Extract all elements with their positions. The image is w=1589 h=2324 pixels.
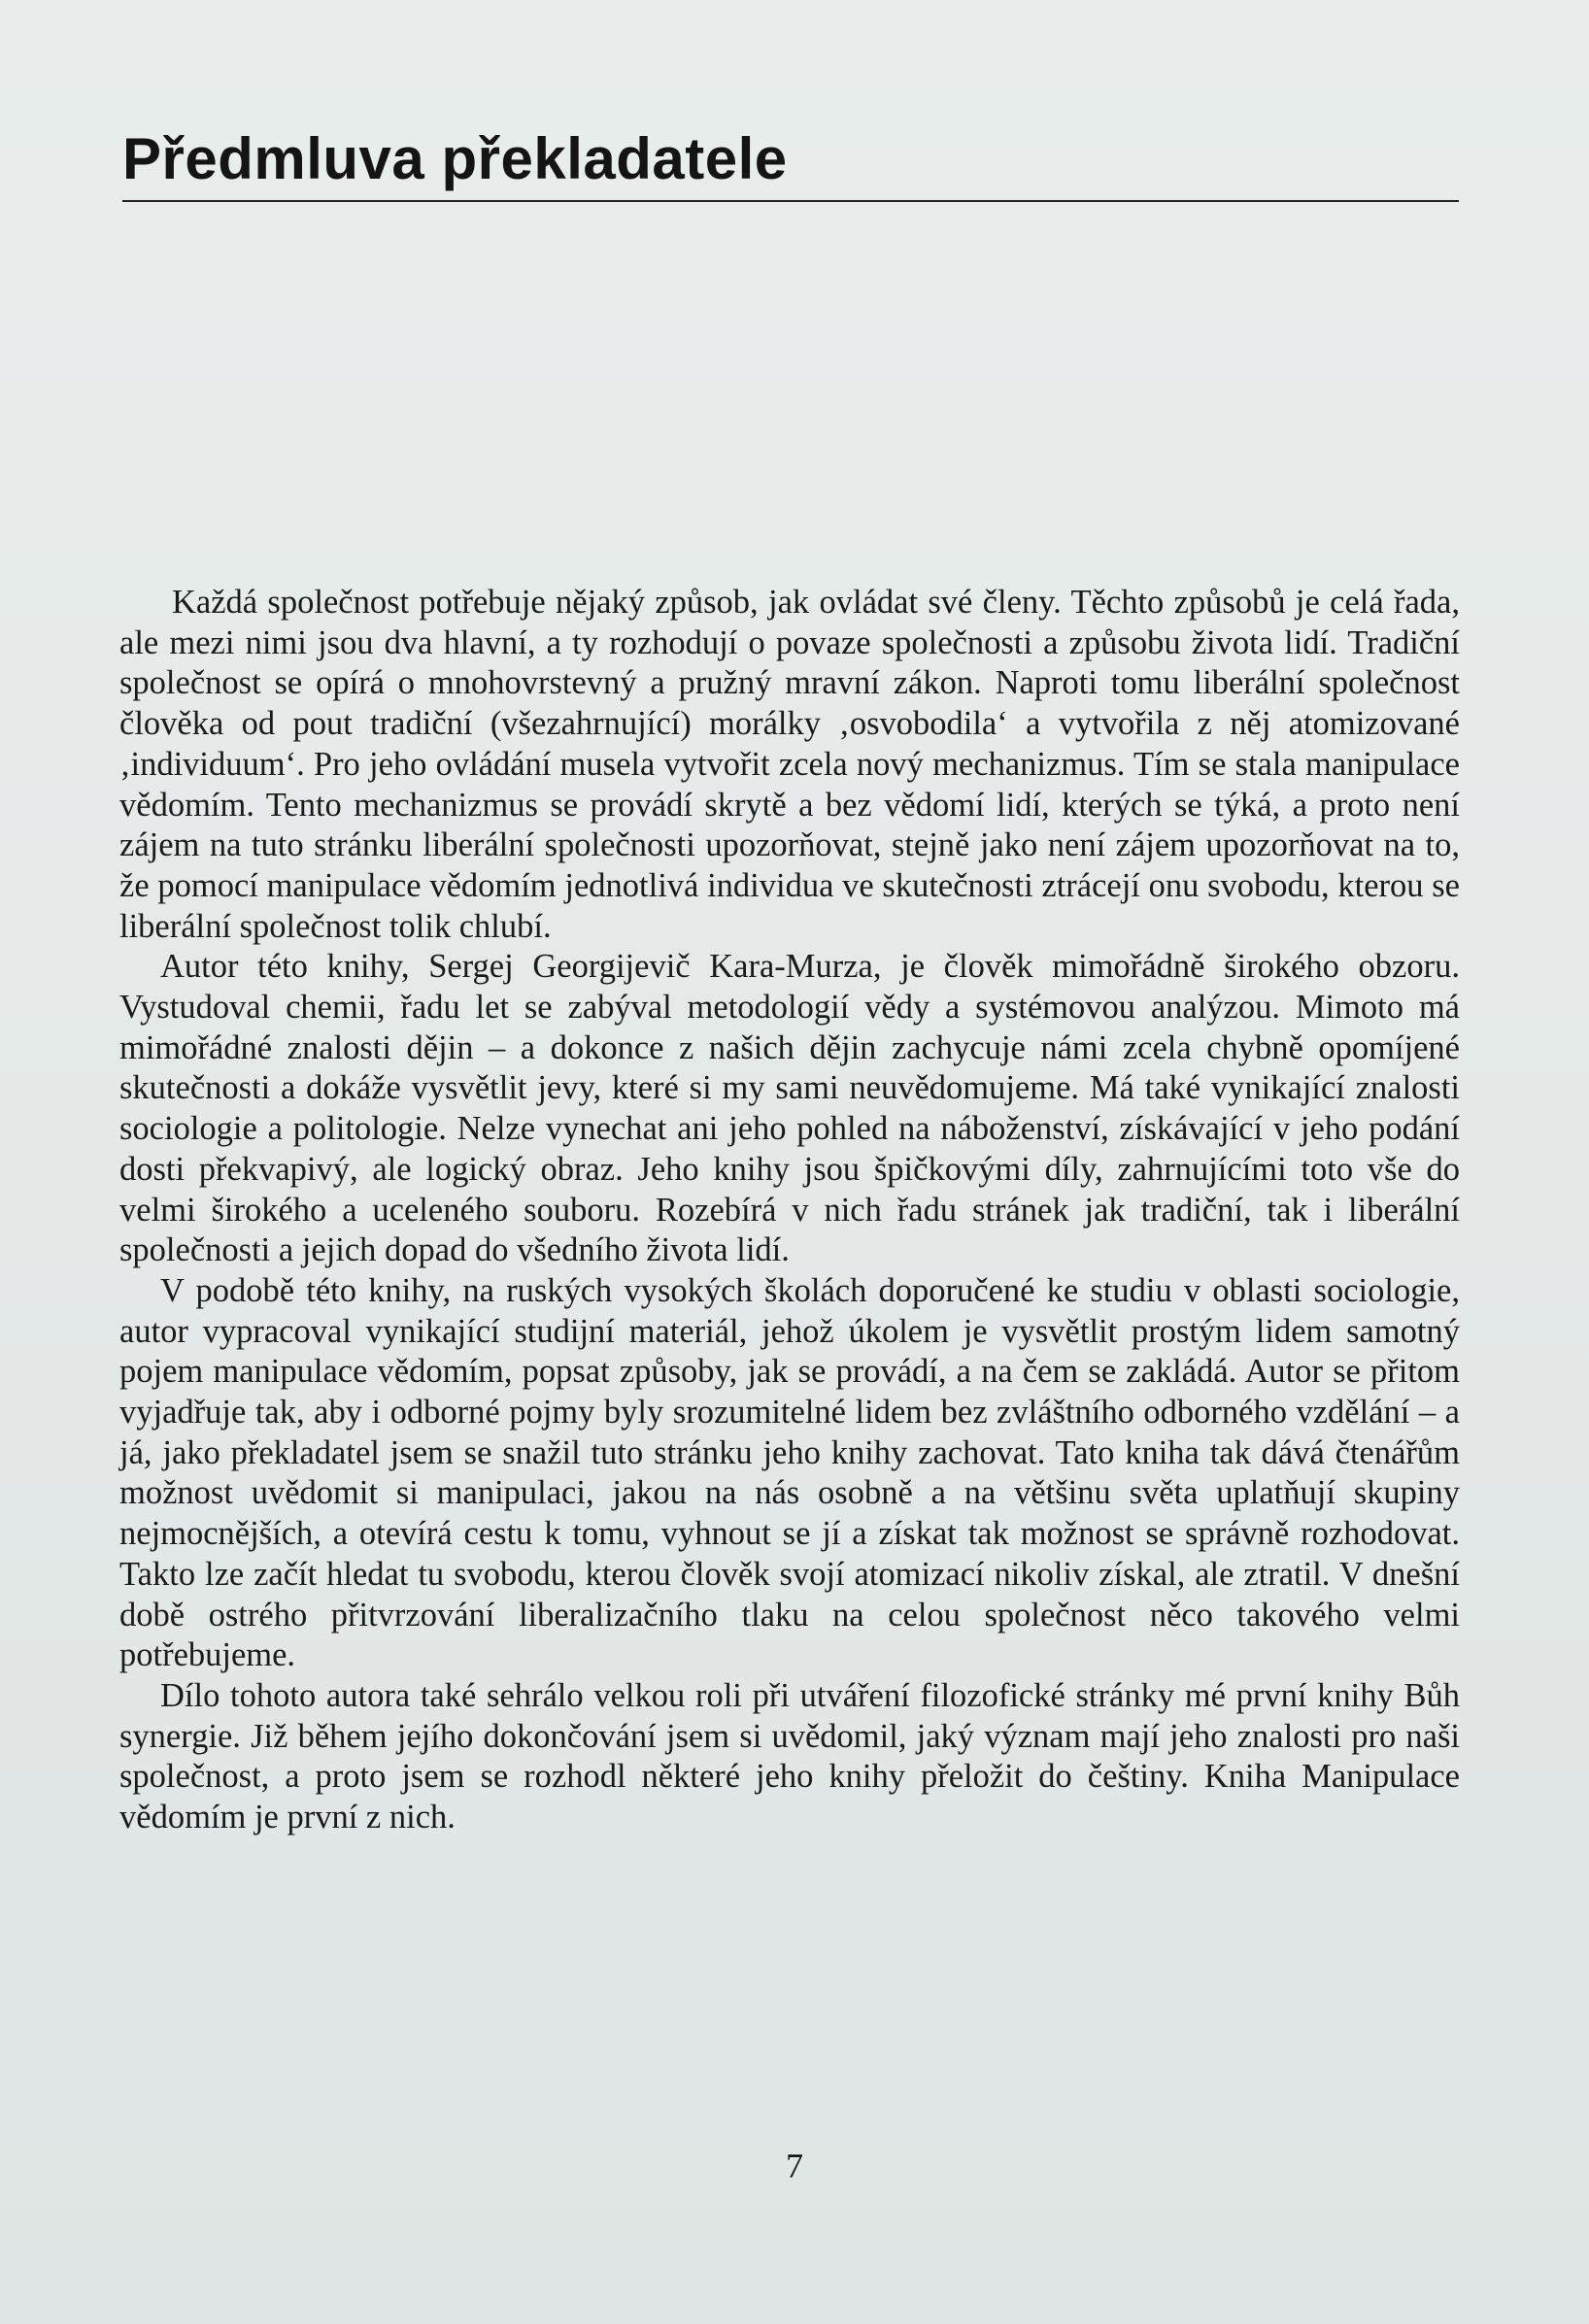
paragraph-4: Dílo tohoto autora také sehrálo velkou roli při utváření filozofické stránky mé první knihy Bůh synergie. Již během jejího dokončování jsem si uvědomil, jaký význam mají jeho znalosti pro naši společnost, a proto jsem se rozhodl některé jeho knihy přeložit do češtiny. Kniha Manipulace vědomím je první z nich. — [119, 1676, 1460, 1836]
chapter-title: Předmluva překladatele — [122, 126, 788, 191]
page-number: 7 — [786, 2146, 803, 2185]
chapter-heading — [122, 124, 1459, 202]
body-text — [119, 583, 1460, 1838]
paragraph-3: V podobě této knihy, na ruských vysokých školách doporučené ke studiu v oblasti sociologie, autor vypracoval vynikající studijní materiál, jehož úkolem je vysvětlit prostým lidem samotný pojem manipulace vědomím, popsat způsoby, jak se provádí, a na čem se zakládá. Autor se přitom vyjadřuje tak, aby i odborné pojmy byly srozumitelné lidem bez zvláštního odborného vzdělání – a já, jako překladatel jsem se snažil tuto stránku jeho knihy zachovat. Tato kniha tak dává čtenářům možnost uvědomit si manipulaci, jakou na nás osobně a na většinu světa uplatňují skupiny nejmocnějších, a otevírá cestu k tomu, vyhnout se jí a získat tak možnost se správně rozhodovat. Takto lze začít hledat tu svobodu, kterou člověk svojí atomizací nikoliv získal, ale ztratil. V dnešní době ostrého přitvrzování liberalizačního tlaku na celou společnost něco takového velmi potřebujeme. — [119, 1271, 1460, 1674]
paragraph-1: Každá společnost potřebuje nějaký způsob, jak ovládat své členy. Těchto způsobů je celá řada, ale mezi nimi jsou dva hlavní, a ty rozhodují o povaze společnosti a způsobu života lidí. Tradiční společnost se opírá o mnohovrstevný a pružný mravní zákon. Naproti tomu liberální společnost člověka od pout tradiční (všezahrnující) morálky ‚osvobodila‘ a vytvořila z něj atomizované ‚individuum‘. Pro jeho ovládání musela vytvořit zcela nový mechanizmus. Tím se stala manipulace vědomím. Tento mechanizmus se provádí skrytě a bez vědomí lidí, kterých se týká, a proto není zájem na tuto stránku liberální společnosti upozorňovat, stejně jako není zájem upozorňovat na to, že pomocí manipulace vědomím jednotlivá individua ve skutečnosti ztrácejí onu svobodu, kterou se liberální společnost tolik chlubí. — [119, 584, 1460, 945]
paragraph-2: Autor této knihy, Sergej Georgijevič Kara-Murza, je člověk mimořádně širokého obzoru. Vystudoval chemii, řadu let se zabýval metodologií vědy a systémovou analýzou. Mimoto má mimořádné znalosti dějin – a dokonce z našich dějin zachycuje námi zcela chybně opomíjené skutečnosti a dokáže vysvětlit jevy, které si my sami neuvědomujeme. Má také vynikající znalosti sociologie a politologie. Nelze vynechat ani jeho pohled na náboženství, získávající v jeho podání dosti překvapivý, ale logický obraz. Jeho knihy jsou špičkovými díly, zahrnujícími toto vše do velmi širokého a uceleného souboru. Rozebírá v nich řadu stránek jak tradiční, tak i liberální společnosti a jejich dopad do všedního života lidí. — [119, 948, 1460, 1269]
